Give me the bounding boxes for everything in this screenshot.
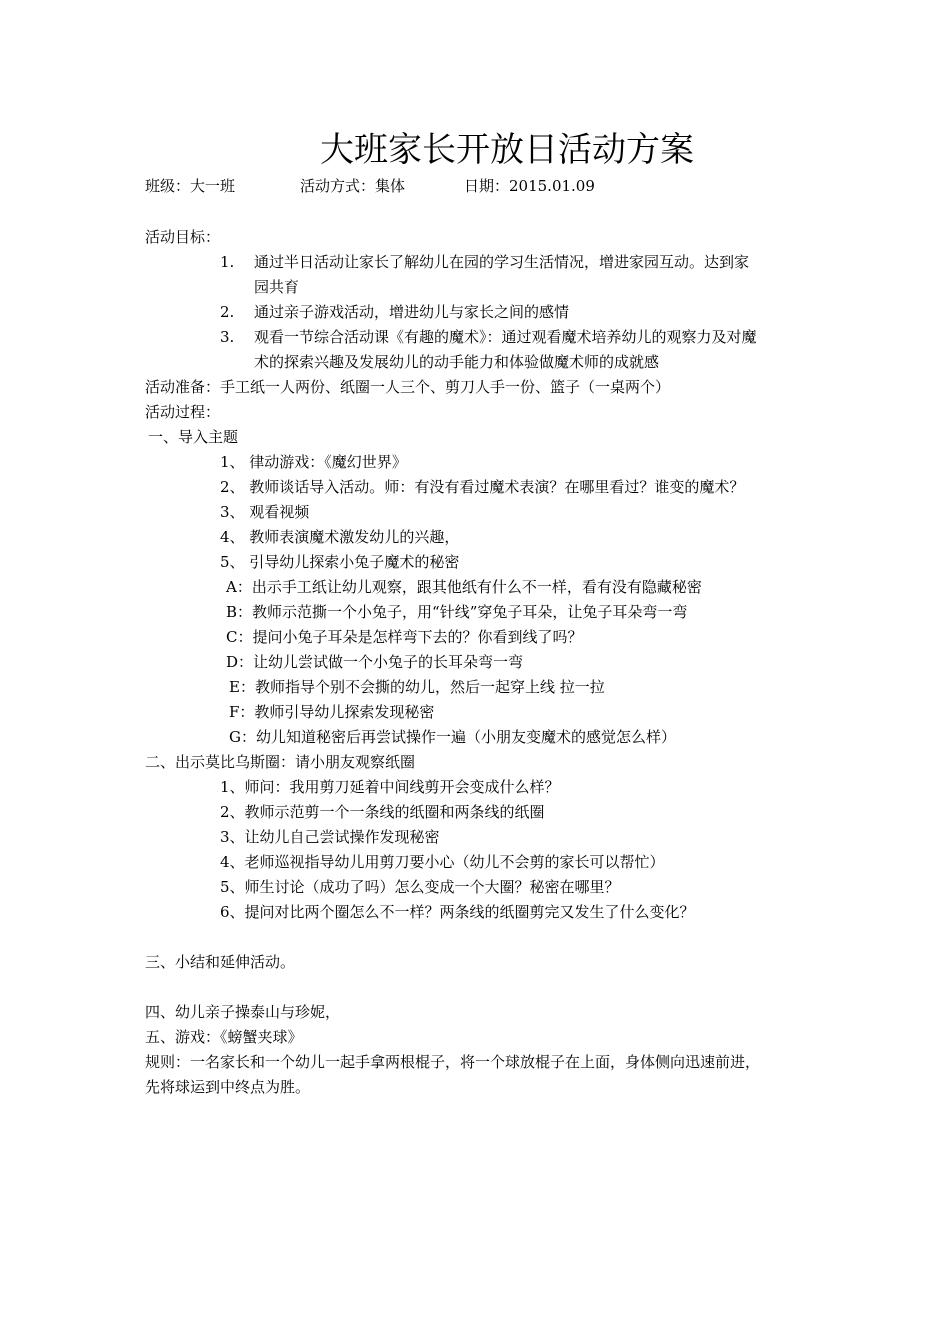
goal-text-continued: 园共育	[254, 278, 300, 296]
list-item: 2、教师示范剪一个一条线的纸圈和两条线的纸圈	[220, 803, 545, 821]
preparation-line: 活动准备：手工纸一人两份、纸圈一人三个、剪刀人手一份、篮子（一桌两个）	[145, 378, 671, 396]
section-heading: 三、小结和延伸活动。	[145, 953, 296, 971]
section-heading: 二、出示莫比乌斯圈：请小朋友观察纸圈	[145, 753, 416, 771]
goal-number: 2.	[220, 303, 235, 321]
section-heading: 四、幼儿亲子操泰山与珍妮，	[145, 1003, 341, 1021]
rules-text-continued: 先将球运到中终点为胜。	[145, 1078, 311, 1096]
goal-item	[220, 325, 757, 350]
process-heading: 活动过程：	[145, 403, 221, 421]
goal-text: 通过半日活动让家长了解幼儿在园的学习生活情况，增进家园互动。达到家	[254, 253, 750, 271]
goal-text: 通过亲子游戏活动，增进幼儿与家长之间的感情	[254, 303, 570, 321]
list-item: 1、 律动游戏：《魔幻世界》	[220, 453, 407, 471]
sub-list-item: E：教师指导个别不会撕的幼儿，然后一起穿上线 拉一拉	[229, 678, 605, 696]
goal-item	[220, 250, 749, 275]
goal-text: 观看一节综合活动课《有趣的魔术》：通过观看魔术培养幼儿的观察力及对魔	[254, 328, 757, 346]
sub-list-item: B：教师示范撕一个小兔子，用“针线”穿兔子耳朵，让兔子耳朵弯一弯	[226, 603, 688, 621]
list-item: 5、师生讨论（成功了吗）怎么变成一个大圈？秘密在哪里？	[220, 878, 620, 896]
goal-text-continued: 术的探索兴趣及发展幼儿的动手能力和体验做魔术师的成就感	[254, 353, 660, 371]
date-label: 日期：2015.01.09	[464, 177, 595, 195]
list-item: 5、 引导幼儿探索小兔子魔术的秘密	[220, 553, 460, 571]
sub-list-item: D：让幼儿尝试做一个小兔子的长耳朵弯一弯	[226, 653, 524, 671]
goals-heading: 活动目标：	[145, 228, 221, 246]
list-item: 3、 观看视频	[220, 503, 310, 521]
list-item: 3、让幼儿自己尝试操作发现秘密	[220, 828, 440, 846]
class-label: 班级：大一班	[145, 177, 236, 195]
goal-number: 3.	[220, 328, 235, 346]
list-item: 4、老师巡视指导幼儿用剪刀要小心（幼儿不会剪的家长可以帮忙）	[220, 853, 665, 871]
goal-item	[220, 300, 569, 325]
document-title: 大班家长开放日活动方案	[320, 130, 694, 170]
rules-text: 规则：一名家长和一个幼儿一起手拿两根棍子，将一个球放棍子在上面，身体侧向迅速前进，	[145, 1053, 761, 1071]
sub-list-item: G：幼儿知道秘密后再尝试操作一遍（小朋友变魔术的感觉怎么样）	[229, 728, 676, 746]
sub-list-item: C：提问小兔子耳朵是怎样弯下去的？你看到线了吗？	[226, 628, 583, 646]
list-item: 2、 教师谈话导入活动。师：有没有看过魔术表演？在哪里看过？谁变的魔术？	[220, 478, 745, 496]
sub-list-item: F：教师引导幼儿探索发现秘密	[229, 703, 435, 721]
list-item: 4、 教师表演魔术激发幼儿的兴趣，	[220, 528, 460, 546]
goal-number: 1.	[220, 253, 235, 271]
section-heading: 一、导入主题	[148, 428, 239, 446]
list-item: 1、师问：我用剪刀延着中间线剪开会变成什么样？	[220, 778, 560, 796]
method-label: 活动方式：集体	[300, 177, 406, 195]
list-item: 6、提问对比两个圈怎么不一样？两条线的纸圈剪完又发生了什么变化？	[220, 903, 695, 921]
sub-list-item: A：出示手工纸让幼儿观察，跟其他纸有什么不一样，看有没有隐藏秘密	[226, 578, 702, 596]
section-heading: 五、游戏：《螃蟹夹球》	[145, 1028, 303, 1046]
